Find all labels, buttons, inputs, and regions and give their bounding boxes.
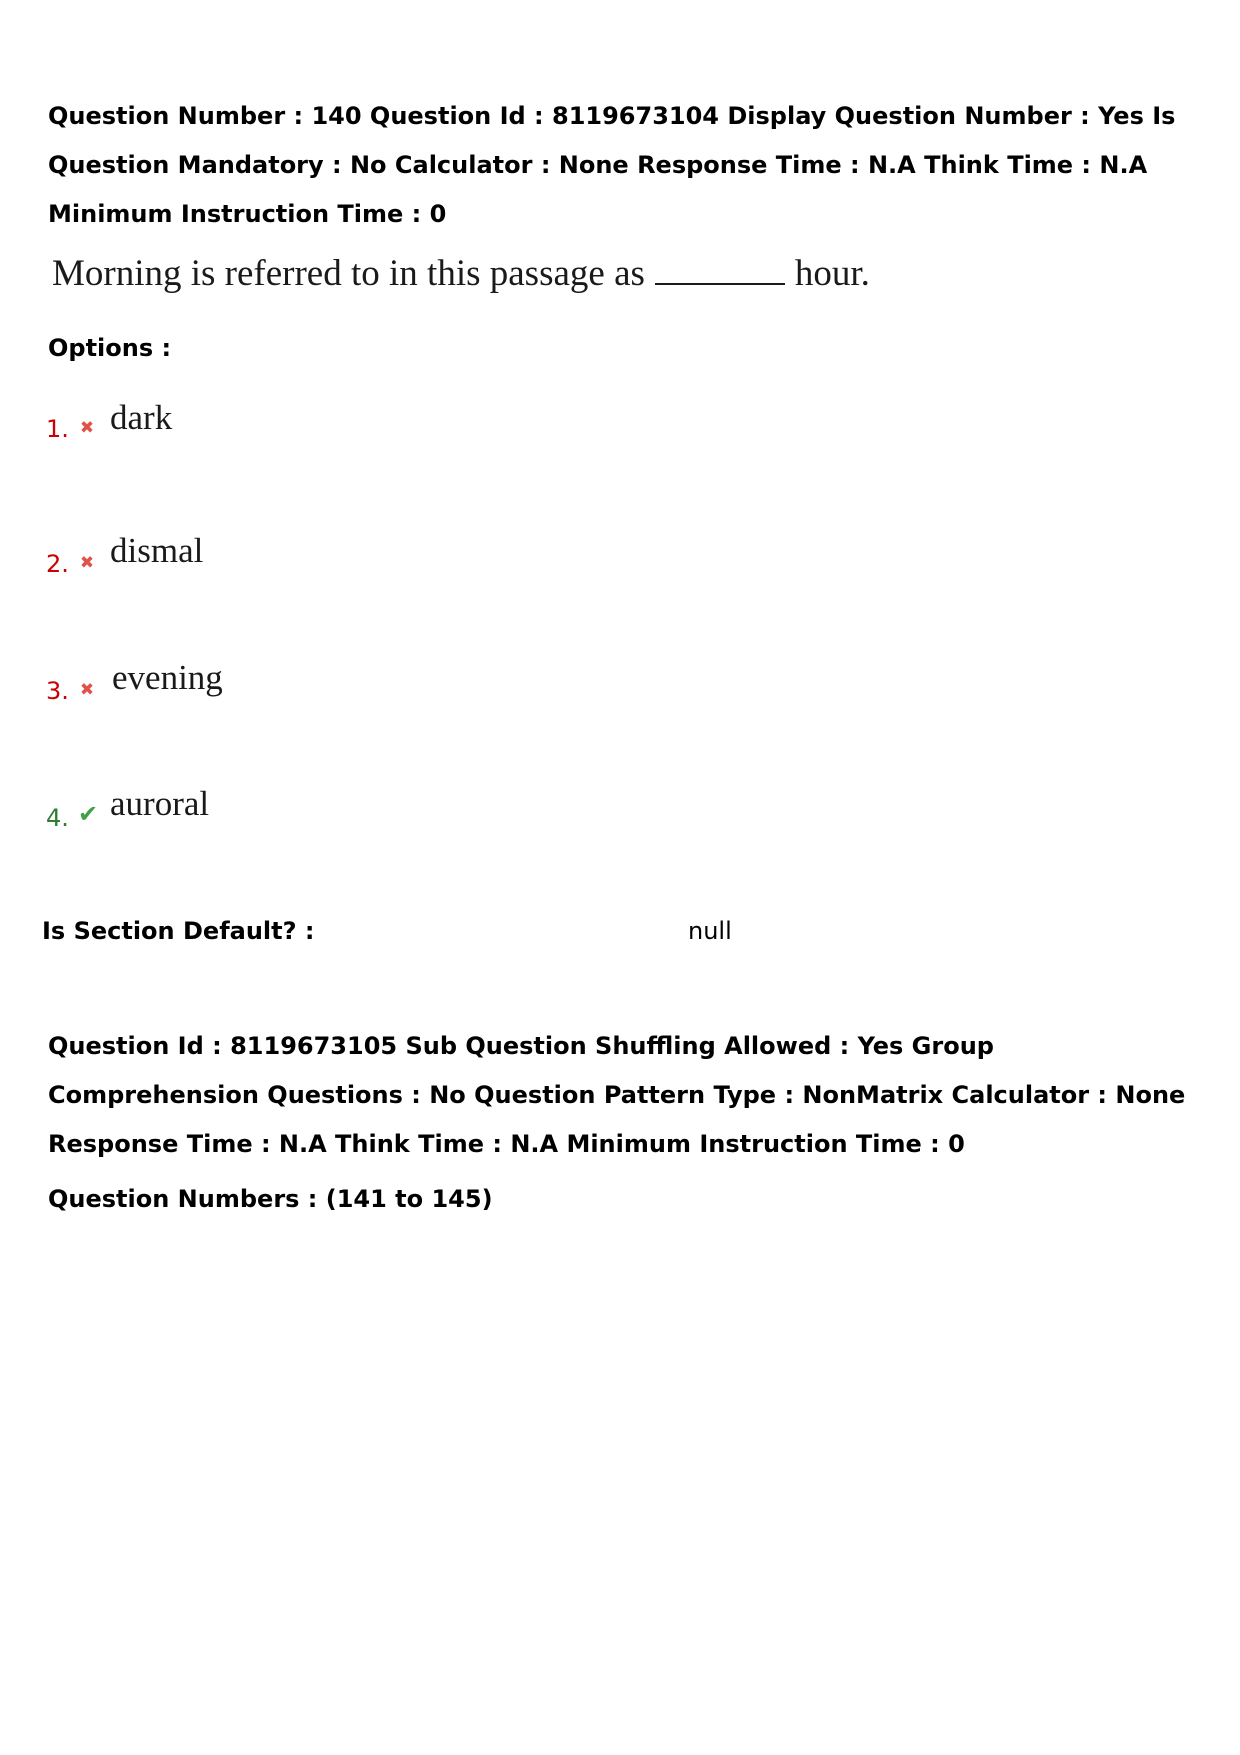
option-2-number: 2. [46,550,69,578]
question-140-metadata: Question Number : 140 Question Id : 8119673104 Display Question Number : Yes Is Question Mandatory : No Calculator : None Response Time : N.A Think Time : N.A Minimum Instruction Time : 0 [48,102,1176,228]
question-group-metadata: Question Id : 8119673105 Sub Question Shuffling Allowed : Yes Group Comprehension Questions : No Question Pattern Type : NonMatrix Calculator : None Response Time : N.A Think Time : N.A Minimum Instruction Time : 0 [48,1032,1186,1158]
check-icon: ✔ [77,800,99,828]
answer-blank [655,257,785,285]
option-3-text: evening [112,658,223,697]
section-default-value: null [688,917,732,945]
option-1-number: 1. [46,415,69,443]
question-text-after-blank: hour. [794,253,870,294]
section-default-label: Is Section Default? : [42,917,315,945]
question-text-before-blank: Morning is referred to in this passage as [52,253,645,294]
option-4-number: 4. [46,804,69,832]
question-140-text [52,252,870,295]
option-3-number: 3. [46,677,69,705]
option-4-text: auroral [110,784,210,823]
question-numbers-range: Question Numbers : (141 to 145) [48,1185,493,1213]
option-2-text: dismal [110,531,204,570]
option-1-text: dark [110,398,173,437]
options-label: Options : [48,334,172,362]
cross-icon: ✖ [79,680,95,700]
cross-icon: ✖ [79,418,95,438]
cross-icon: ✖ [79,553,95,573]
